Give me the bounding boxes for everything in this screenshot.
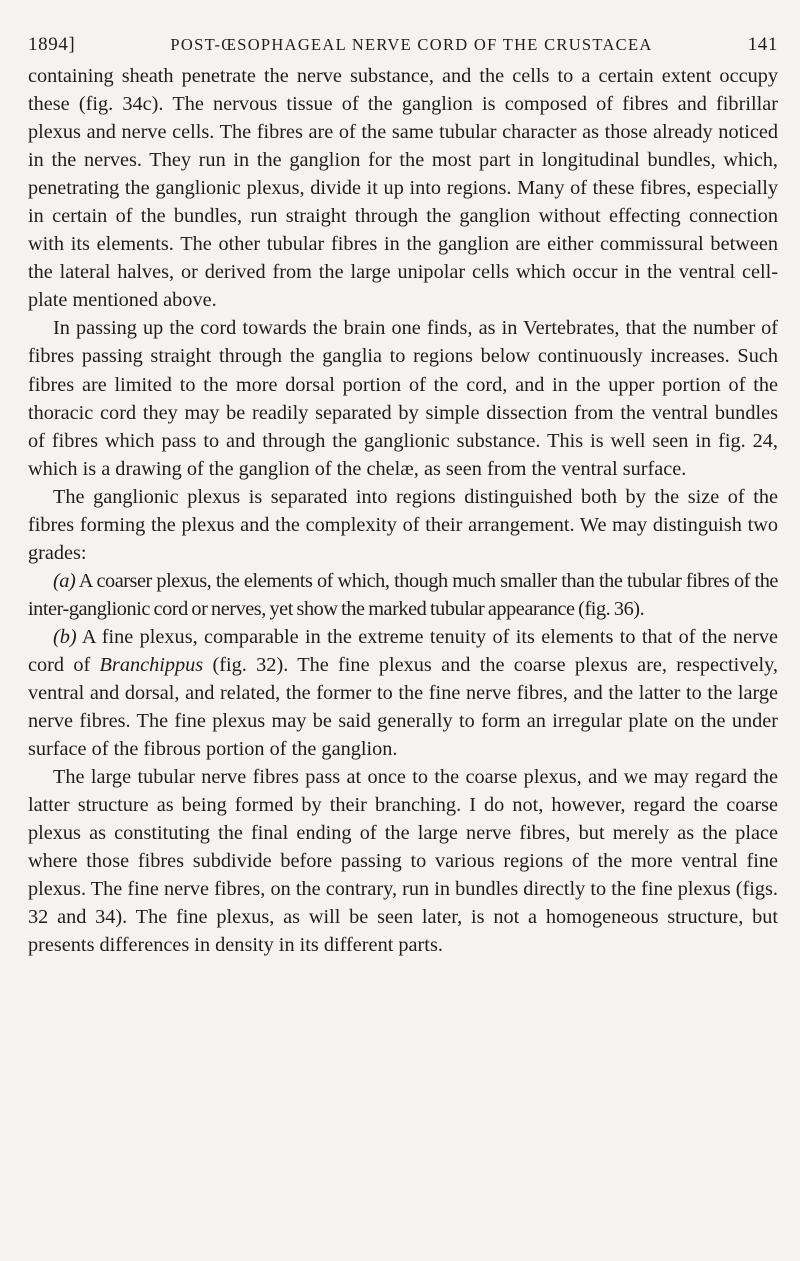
paragraph-1: containing sheath penetrate the nerve substance, and the cells to a certain extent occupy these (fig. 34c). The nervous tissue of the ganglion is composed of fibres and fibrillar plexus and nerve cells. The fibres are of the same tubular character as those already noticed in the nerves. They run in the ganglion for the most part in longitudinal bundles, which, penetrating the ganglionic plexus, divide it up into regions. Many of these fibres, especially in certain of the bundles, run straight through the ganglion without effecting connection with its elements. The other tubular fibres in the ganglion are either commissural between the lateral halves, or derived from the large unipolar cells which occur in the ventral cell-plate mentioned above. [28,65,778,312]
paragraph-5-text-after: (fig. 32). The fine plexus and the coarse plexus are, respectively, ventral and dorsal, and related, the former to the fine nerve fibres, and the latter to the large nerve fibres. The fine plexus may be said generally to form an irregular plate on the under surface of the fibrous portion of the ganglion. [28,653,778,761]
paragraph-4-text: A coarser plexus, the elements of which, though much smaller than the tubular fibres of the inter-ganglionic cord or nerves, yet show the marked tubular appearance (fig. 36). [28,569,778,620]
genus-name: Branchippus [99,653,204,676]
paragraph-2: In passing up the cord towards the brain one finds, as in Vertebrates, that the number of fibres passing straight through the ganglia to regions below continuously increases. Such fibres are limited to the more dorsal portion of the cord, and in the upper portion of the thoracic cord they may be readily separated by simple dissection from the ventral bundles of fibres which pass to and through the ganglionic substance. This is well seen in fig. 24, which is a drawing of the ganglion of the chelæ, as seen from the ventral surface. [28,317,778,480]
header-title: POST-ŒSOPHAGEAL NERVE CORD OF THE CRUSTACEA [170,35,653,54]
paragraph-6: The large tubular nerve fibres pass at once to the coarse plexus, and we may regard the latter structure as being formed by their branching. I do not, however, regard the coarse plexus as constituting the final ending of the large nerve fibres, but merely as the place where those fibres subdivide before passing to various regions of the more ventral fine plexus. The fine nerve fibres, on the contrary, run in bundles directly to the fine plexus (figs. 32 and 34). The fine plexus, as will be seen later, is not a homogeneous structure, but presents differences in density in its different parts. [28,766,778,957]
paragraph-4 [28,567,778,623]
paragraph-3: The ganglionic plexus is separated into regions distinguished both by the size of the fibres forming the plexus and the complexity of their arrangement. We may distinguish two grades: [28,485,778,564]
paragraph-5 [28,623,778,763]
item-label-b: (b) [53,625,77,648]
page-number: 141 [747,34,778,55]
running-head [28,34,778,56]
paragraph-5-text-before: A fine plexus, comparable in the extreme tenuity of its elements to that of the nerve cord of [28,625,778,676]
page [28,34,778,960]
item-label-a: (a) [53,569,76,592]
body-text [28,62,778,960]
header-year: 1894] [28,34,76,55]
